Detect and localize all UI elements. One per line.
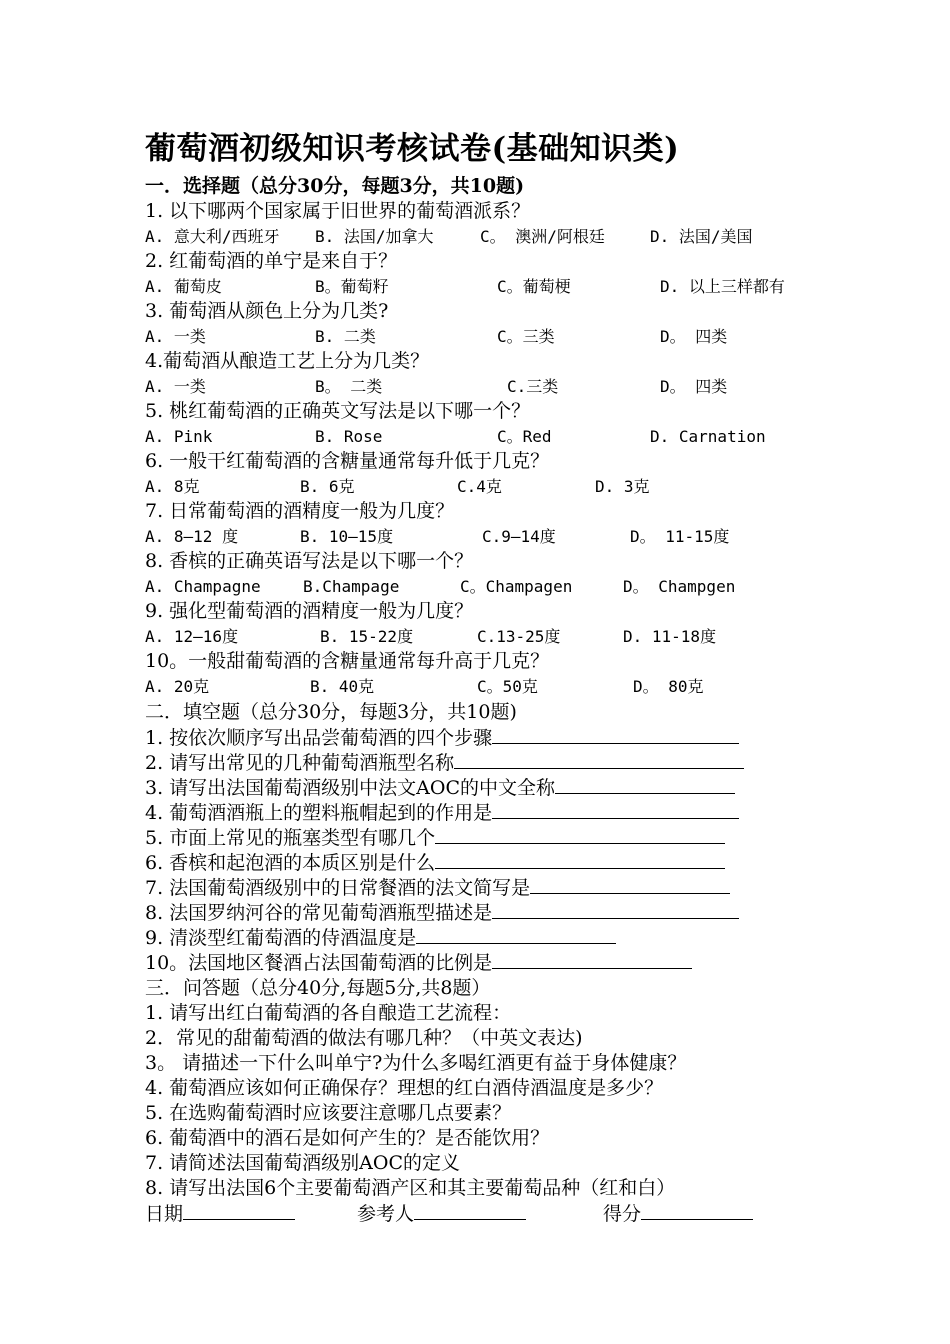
option-d[interactable]: D。 四类: [660, 327, 728, 346]
option-d[interactable]: D。 四类: [660, 377, 728, 396]
choice-options: [145, 624, 825, 649]
score-label: 得分: [603, 1203, 642, 1225]
option-b[interactable]: B. Rose: [315, 427, 383, 446]
answer-blank-line[interactable]: [530, 875, 730, 894]
fill-blank-text: 10。法国地区餐酒占法国葡萄酒的比例是: [145, 952, 493, 974]
option-a[interactable]: A. 葡萄皮: [145, 277, 222, 296]
option-c[interactable]: C。三类: [497, 327, 555, 346]
option-d[interactable]: D。 80克: [633, 677, 704, 696]
fill-blank-list: [145, 725, 825, 975]
essay-question-list: [145, 1001, 825, 1201]
option-b[interactable]: B. 二类: [315, 327, 376, 346]
option-a[interactable]: A. 意大利/西班牙: [145, 227, 280, 246]
option-b[interactable]: B.Champage: [303, 577, 400, 596]
fill-blank-text: 8. 法国罗纳河谷的常见葡萄酒瓶型描述是: [145, 902, 493, 924]
essay-question: 8. 请写出法国6个主要葡萄酒产区和其主要葡萄品种（红和白）: [145, 1177, 676, 1199]
answer-blank-line[interactable]: [492, 800, 739, 819]
fill-blank-item: [145, 850, 825, 875]
choice-question: 10。一般甜葡萄酒的含糖量通常每升高于几克？: [145, 650, 550, 672]
answer-blank-line[interactable]: [435, 850, 725, 869]
answer-blank-line[interactable]: [416, 925, 616, 944]
choice-options: [145, 224, 825, 249]
option-a[interactable]: A. 8—12 度: [145, 527, 239, 546]
choice-question: 9. 强化型葡萄酒的酒精度一般为几度？: [145, 600, 474, 622]
option-c[interactable]: C.三类: [507, 377, 559, 396]
fill-blank-text: 4. 葡萄酒酒瓶上的塑料瓶帽起到的作用是: [145, 802, 493, 824]
fill-blank-text: 7. 法国葡萄酒级别中的日常餐酒的法文简写是: [145, 877, 531, 899]
choice-options: [145, 574, 825, 599]
choice-question: 7. 日常葡萄酒的酒精度一般为几度？: [145, 500, 455, 522]
fill-blank-item: [145, 950, 825, 975]
essay-question: 1. 请写出红白葡萄酒的各自酿造工艺流程：: [145, 1002, 512, 1024]
exam-paper: [145, 125, 825, 1227]
fill-blank-item: [145, 900, 825, 925]
essay-question: 7. 请简述法国葡萄酒级别AOC的定义: [145, 1152, 461, 1174]
option-a[interactable]: A. 一类: [145, 327, 206, 346]
option-d[interactable]: D. 以上三样都有: [660, 277, 785, 296]
answer-blank-line[interactable]: [435, 825, 725, 844]
fill-blank-item: [145, 775, 825, 800]
option-d[interactable]: D。 11-15度: [630, 527, 730, 546]
option-a[interactable]: A. Pink: [145, 427, 213, 446]
option-b[interactable]: B。葡萄籽: [315, 277, 389, 296]
option-a[interactable]: A. 12—16度: [145, 627, 239, 646]
date-label: 日期: [145, 1203, 184, 1225]
essay-question: 2．常见的甜葡萄酒的做法有哪几种？（中英文表达): [145, 1027, 583, 1049]
essay-question: 4. 葡萄酒应该如何正确保存？理想的红白酒侍酒温度是多少？: [145, 1077, 664, 1099]
option-c[interactable]: C。葡萄梗: [497, 277, 571, 296]
footer-signature-row: [145, 1201, 825, 1227]
fill-blank-text: 9. 清淡型红葡萄酒的侍酒温度是: [145, 927, 417, 949]
option-c[interactable]: C.13-25度: [477, 627, 561, 646]
choice-question-list: [145, 199, 825, 699]
fill-blank-item: [145, 725, 825, 750]
fill-blank-item: [145, 800, 825, 825]
choice-question: 1. 以下哪两个国家属于旧世界的葡萄酒派系？: [145, 200, 531, 222]
choice-options: [145, 424, 825, 449]
option-b[interactable]: B. 6克: [300, 477, 355, 496]
option-c[interactable]: C。Red: [497, 427, 552, 446]
option-a[interactable]: A. 20克: [145, 677, 210, 696]
answer-blank-line[interactable]: [492, 950, 692, 969]
answer-blank-line[interactable]: [555, 775, 735, 794]
option-a[interactable]: A. 8克: [145, 477, 200, 496]
option-c[interactable]: C。50克: [477, 677, 538, 696]
option-d[interactable]: D. 11-18度: [623, 627, 717, 646]
choice-question: 8. 香槟的正确英语写法是以下哪一个？: [145, 550, 474, 572]
choice-options: [145, 274, 825, 299]
choice-options: [145, 324, 825, 349]
fill-blank-item: [145, 750, 825, 775]
section-heading-choice: 一．选择题（总分30分，每题3分，共10题): [145, 175, 525, 197]
option-c[interactable]: C。Champagen: [460, 577, 573, 596]
option-b[interactable]: B. 10—15度: [300, 527, 394, 546]
answer-blank-line[interactable]: [492, 900, 739, 919]
option-b[interactable]: B. 法国/加拿大: [315, 227, 434, 246]
option-d[interactable]: D. 法国/美国: [650, 227, 753, 246]
option-a[interactable]: A. 一类: [145, 377, 206, 396]
option-d[interactable]: D. Carnation: [650, 427, 766, 446]
essay-question: 5. 在选购葡萄酒时应该要注意哪几点要素？: [145, 1102, 512, 1124]
answer-blank-line[interactable]: [454, 750, 744, 769]
choice-question: 2. 红葡萄酒的单宁是来自于？: [145, 250, 398, 272]
essay-question: 6. 葡萄酒中的酒石是如何产生的？是否能饮用？: [145, 1127, 550, 1149]
choice-question: 6. 一般干红葡萄酒的含糖量通常每升低于几克？: [145, 450, 550, 472]
choice-options: [145, 674, 825, 699]
option-a[interactable]: A. Champagne: [145, 577, 261, 596]
option-b[interactable]: B. 15-22度: [320, 627, 414, 646]
choice-question: 4.葡萄酒从酿造工艺上分为几类？: [145, 350, 430, 372]
section-heading-essay: 三．问答题（总分40分,每题5分,共8题）: [145, 977, 491, 999]
fill-blank-text: 5. 市面上常见的瓶塞类型有哪几个: [145, 827, 436, 849]
choice-question: 3. 葡萄酒从颜色上分为几类?: [145, 300, 389, 322]
choice-options: [145, 374, 825, 399]
choice-options: [145, 524, 825, 549]
fill-blank-item: [145, 825, 825, 850]
page-title: 葡萄酒初级知识考核试卷(基础知识类): [145, 131, 680, 167]
section-heading-fill: 二．填空题（总分30分，每题3分，共10题): [145, 701, 517, 723]
option-c[interactable]: C.4克: [457, 477, 502, 496]
fill-blank-item: [145, 875, 825, 900]
reference-label: 参考人: [357, 1203, 415, 1225]
option-b[interactable]: B。 二类: [315, 377, 383, 396]
option-c[interactable]: C.9—14度: [482, 527, 556, 546]
fill-blank-item: [145, 925, 825, 950]
choice-options: [145, 474, 825, 499]
fill-blank-text: 2. 请写出常见的几种葡萄酒瓶型名称: [145, 752, 455, 774]
choice-question: 5. 桃红葡萄酒的正确英文写法是以下哪一个？: [145, 400, 531, 422]
essay-question: 3。 请描述一下什么叫单宁?为什么多喝红酒更有益于身体健康？: [145, 1052, 687, 1074]
answer-blank-line[interactable]: [492, 725, 739, 744]
fill-blank-text: 1. 按依次顺序写出品尝葡萄酒的四个步骤: [145, 727, 493, 749]
date-blank-line[interactable]: [183, 1201, 295, 1220]
score-blank-line[interactable]: [641, 1201, 753, 1220]
reference-blank-line[interactable]: [414, 1201, 526, 1220]
option-b[interactable]: B. 40克: [310, 677, 375, 696]
fill-blank-text: 6. 香槟和起泡酒的本质区别是什么: [145, 852, 436, 874]
option-d[interactable]: D. 3克: [595, 477, 650, 496]
fill-blank-text: 3. 请写出法国葡萄酒级别中法文AOC的中文全称: [145, 777, 556, 799]
option-d[interactable]: D。 Champgen: [623, 577, 736, 596]
option-c[interactable]: C。 澳洲/阿根廷: [480, 227, 605, 246]
